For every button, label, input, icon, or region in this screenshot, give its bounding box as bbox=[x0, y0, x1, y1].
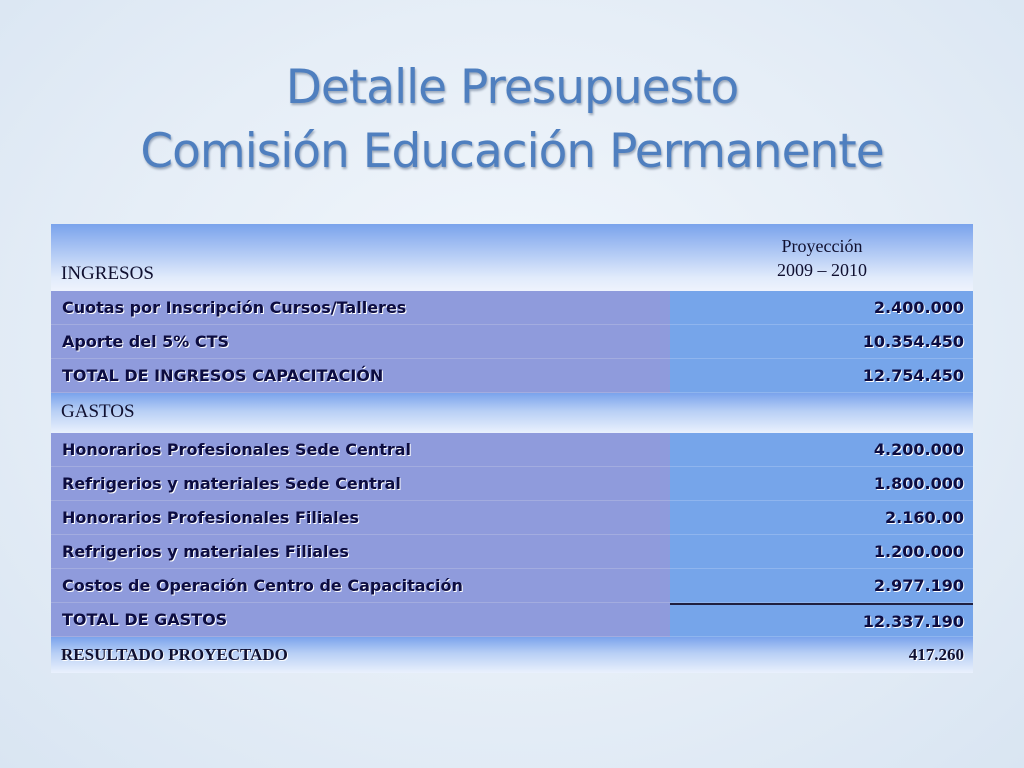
row-value: 1.200.000 bbox=[670, 535, 973, 569]
slide-title bbox=[0, 56, 1024, 184]
section-gastos: GASTOS bbox=[51, 393, 973, 433]
row-label: Costos de Operación Centro de Capacitación bbox=[51, 569, 670, 603]
row-value: 2.977.190 bbox=[670, 569, 973, 603]
budget-table bbox=[51, 224, 973, 673]
header-projection bbox=[751, 234, 893, 282]
row-label: Cuotas por Inscripción Cursos/Talleres bbox=[51, 291, 670, 325]
table-row-total-ingresos bbox=[51, 359, 973, 393]
table-row bbox=[51, 535, 973, 569]
result-value: 417.260 bbox=[908, 645, 964, 664]
table-header bbox=[51, 224, 973, 291]
row-value: 4.200.000 bbox=[670, 433, 973, 467]
row-label: Refrigerios y materiales Filiales bbox=[51, 535, 670, 569]
table-row bbox=[51, 569, 973, 603]
row-value: 12.337.190 bbox=[670, 603, 973, 637]
row-label: Refrigerios y materiales Sede Central bbox=[51, 467, 670, 501]
row-label: Honorarios Profesionales Sede Central bbox=[51, 433, 670, 467]
row-value: 2.400.000 bbox=[670, 291, 973, 325]
title-line-2: Comisión Educación Permanente bbox=[140, 124, 884, 179]
row-value: 10.354.450 bbox=[670, 325, 973, 359]
row-label: Aporte del 5% CTS bbox=[51, 325, 670, 359]
header-projection-label: Proyección bbox=[781, 236, 863, 256]
row-label: TOTAL DE INGRESOS CAPACITACIÓN bbox=[51, 359, 670, 393]
table-row bbox=[51, 433, 973, 467]
result-label: RESULTADO PROYECTADO bbox=[61, 645, 288, 664]
table-row bbox=[51, 325, 973, 359]
table-row bbox=[51, 291, 973, 325]
row-value: 12.754.450 bbox=[670, 359, 973, 393]
table-row bbox=[51, 467, 973, 501]
table-row-total-gastos bbox=[51, 603, 973, 637]
row-label: TOTAL DE GASTOS bbox=[51, 603, 670, 637]
header-ingresos: INGRESOS bbox=[61, 263, 154, 284]
table-row bbox=[51, 501, 973, 535]
result-row bbox=[51, 637, 973, 673]
row-value: 1.800.000 bbox=[670, 467, 973, 501]
title-line-1: Detalle Presupuesto bbox=[285, 60, 739, 115]
header-projection-years: 2009 – 2010 bbox=[777, 260, 867, 280]
row-label: Honorarios Profesionales Filiales bbox=[51, 501, 670, 535]
row-value: 2.160.00 bbox=[670, 501, 973, 535]
